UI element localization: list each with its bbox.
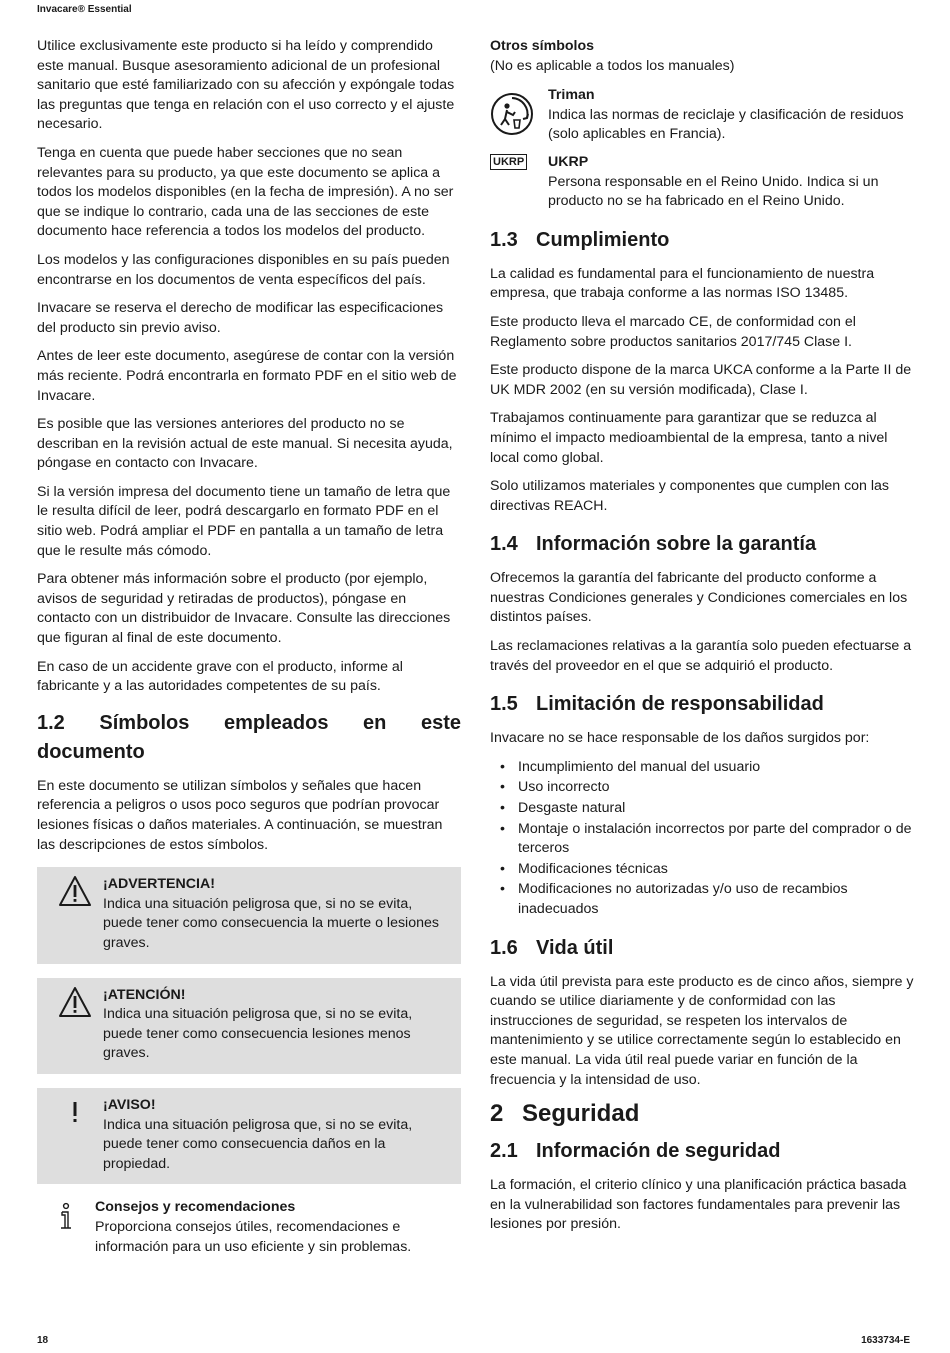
chapter-title: Seguridad — [522, 1100, 640, 1128]
list-item: • Desgaste natural — [490, 799, 916, 819]
paragraph: Solo utilizamos materiales y componentes que cumplen con las directivas REACH. — [490, 478, 890, 514]
intro-paragraph: Invacare se reserva el derecho de modificar las especificaciones del producto sin previo aviso. — [37, 300, 444, 336]
left-column — [37, 37, 461, 1257]
box-text: Indica una situación peligrosa que, si no se evita, puede tener como consecuencia la muerte o lesiones graves. — [103, 895, 439, 951]
intro-paragraph: Antes de leer este documento, asegúrese de contar con la versión más reciente. Podrá encontrarla en formato PDF en el sitio web de Invacare. — [37, 348, 457, 404]
section-number: 1.4 — [490, 533, 518, 556]
heading-word: empleados — [223, 711, 329, 734]
tip-title: Consejos y recomendaciones — [95, 1199, 296, 1216]
section-number: 1.2 — [37, 711, 65, 734]
chapter-number: 2 — [490, 1100, 504, 1128]
paragraph: La formación, el criterio clínico y una planificación práctica basada en la vulnerabilidad son factores fundamentales para prevenir las lesiones por presión. — [490, 1177, 907, 1233]
intro-paragraph: Para obtener más información sobre el producto (por ejemplo, avisos de seguridad y retiradas de productos), póngase en contacto con un distribuidor de Invacare. Consulte las direcciones que figuran al final de este documento. — [37, 571, 451, 647]
ukrp-badge-text: UKRP — [490, 154, 527, 170]
box-title: ¡ADVERTENCIA! — [103, 876, 215, 893]
box-text: Indica una situación peligrosa que, si no se evita, puede tener como consecuencia lesiones menos graves. — [103, 1006, 413, 1062]
section-heading-1-5 — [490, 690, 916, 719]
triman-icon — [490, 86, 548, 145]
warning-triangle-icon — [47, 875, 103, 953]
intro-paragraph: Es posible que las versiones anteriores del producto no se describan en la revisión actual de este manual. Si necesita ayuda, póngase en contacto con Invacare. — [37, 416, 453, 472]
right-column — [490, 37, 916, 1244]
tip-text: Proporciona consejos útiles, recomendaciones e información para un uso eficiente y sin problemas. — [95, 1218, 412, 1255]
paragraph: Ofrecemos la garantía del fabricante del producto conforme a nuestras Condiciones generales y Condiciones comerciales en los distintos países. — [490, 570, 908, 626]
symbol-title: Triman — [548, 87, 595, 104]
running-header: Invacare® Essential — [37, 4, 132, 15]
section-heading-1-6 — [490, 934, 916, 963]
heading-word: Símbolos — [99, 711, 190, 734]
section-heading-1-2 — [37, 709, 461, 738]
symbol-title: UKRP — [548, 153, 589, 170]
section-title: Cumplimiento — [536, 228, 670, 251]
paragraph: La vida útil prevista para este producto es de cinco años, siempre y cuando se utilice diariamente y de conformidad con las instrucciones de seguridad, se respeten los intervalos de mantenimiento y se utilice correctamente según lo establecido en este manual. La vida útil real puede variar en función de la frecuencia y la intensidad de uso. — [490, 973, 914, 1088]
section-number: 2.1 — [490, 1140, 518, 1163]
intro-paragraph: Tenga en cuenta que puede haber secciones que no sean relevantes para su producto, ya que este documento se aplica a todos los modelos disponibles (en la fecha de impresión). A no ser que se indique lo contrario, cada una de las secciones de este documento hace referencia a todos los modelos del producto. — [37, 144, 454, 240]
section-heading-1-4 — [490, 530, 916, 559]
paragraph: Este producto dispone de la marca UKCA conforme a la Parte II de UK MDR 2002 (en su versión modificada), Clase I. — [490, 362, 912, 398]
paragraph: Este producto lleva el marcado CE, de conformidad con el Reglamento sobre productos sanitarios 2017/745 Clase I. — [490, 313, 856, 350]
symbol-ukrp — [490, 153, 916, 212]
intro-paragraph: En caso de un accidente grave con el producto, informe al fabricante y a las autoridades competentes de su país. — [37, 658, 403, 695]
section-title: Información de seguridad — [536, 1140, 781, 1163]
section-heading-1-3 — [490, 226, 916, 255]
section-title: Vida útil — [536, 936, 614, 959]
paragraph: Invacare no se hace responsable de los daños surgidos por: — [490, 730, 870, 747]
ukrp-icon — [490, 153, 548, 212]
tip-block — [37, 1198, 461, 1257]
heading-word: este — [420, 711, 461, 734]
heading-word: en — [363, 711, 387, 734]
caution-box — [37, 978, 461, 1074]
intro-paragraph: Los modelos y las configuraciones disponibles en su país pueden encontrarse en los documentos de venta específicos del país. — [37, 251, 450, 288]
other-symbols-subtitle: (No es aplicable a todos los manuales) — [490, 57, 735, 74]
list-item: • Modificaciones técnicas — [490, 860, 916, 880]
warning-box — [37, 867, 461, 963]
paragraph: Trabajamos continuamente para garantizar que se reduzca al mínimo el impacto medioambiental de la empresa, tanto a nivel local como global. — [490, 410, 888, 466]
section-number: 1.5 — [490, 693, 518, 716]
list-item: • Uso incorrecto — [490, 778, 916, 798]
section-heading-1-2-line2: documento — [37, 740, 145, 763]
paragraph: Las reclamaciones relativas a la garantía solo pueden efectuarse a través del proveedor en el que se adquirió el producto. — [490, 638, 912, 674]
document-code: 1633734-E — [861, 1335, 910, 1346]
section-heading-2-1 — [490, 1137, 916, 1166]
paragraph: La calidad es fundamental para el funcionamiento de nuestra empresa, que trabaja conforme a las normas ISO 13485. — [490, 265, 875, 302]
symbol-text: Indica las normas de reciclaje y clasificación de residuos (solo aplicables en Francia). — [548, 106, 904, 143]
other-symbols-title: Otros símbolos — [490, 38, 595, 54]
intro-paragraph: Si la versión impresa del documento tiene un tamaño de letra que le resulta difícil de leer, podrá descargarlo en formato PDF en el sitio web. Podrá ampliar el PDF en pantalla a un tamaño de letra que le resulte más cómodo. — [37, 483, 451, 559]
section-intro: En este documento se utilizan símbolos y señales que hacen referencia a peligros o usos poco seguros que podrían provocar lesiones físicas o daños materiales. A continuación, se muestran las descripciones de estos símbolos. — [37, 777, 443, 853]
section-number: 1.6 — [490, 936, 518, 959]
chapter-heading-2 — [490, 1099, 916, 1129]
box-title: ¡ATENCIÓN! — [103, 986, 186, 1003]
page-number: 18 — [37, 1335, 49, 1346]
info-icon — [37, 1198, 95, 1257]
list-item: • Incumplimiento del manual del usuario — [490, 758, 916, 778]
list-item: • Modificaciones no autorizadas y/o uso de recambios inadecuados — [490, 880, 916, 919]
section-number: 1.3 — [490, 228, 518, 251]
caution-triangle-icon — [47, 986, 103, 1064]
section-title: Limitación de responsabilidad — [536, 693, 824, 716]
symbol-text: Persona responsable en el Reino Unido. Indica si un producto no se ha fabricado en el Reino Unido. — [548, 173, 879, 210]
exclamation-icon — [47, 1096, 103, 1174]
liability-list — [490, 758, 916, 920]
intro-paragraph: Utilice exclusivamente este producto si ha leído y comprendido este manual. Busque asesoramiento adicional de un profesional sanitario que esté familiarizado con su afección y expóngale todas las preguntas que tenga en relación con el uso correcto y el ajuste necesario. — [37, 38, 455, 133]
section-title: Información sobre la garantía — [536, 533, 817, 556]
list-item: • Montaje o instalación incorrectos por parte del comprador o de terceros — [490, 820, 916, 859]
box-text: Indica una situación peligrosa que, si no se evita, puede tener como consecuencia daños en la propiedad. — [103, 1116, 413, 1172]
box-title: ¡AVISO! — [103, 1096, 156, 1113]
notice-box — [37, 1088, 461, 1184]
symbol-triman — [490, 86, 916, 145]
